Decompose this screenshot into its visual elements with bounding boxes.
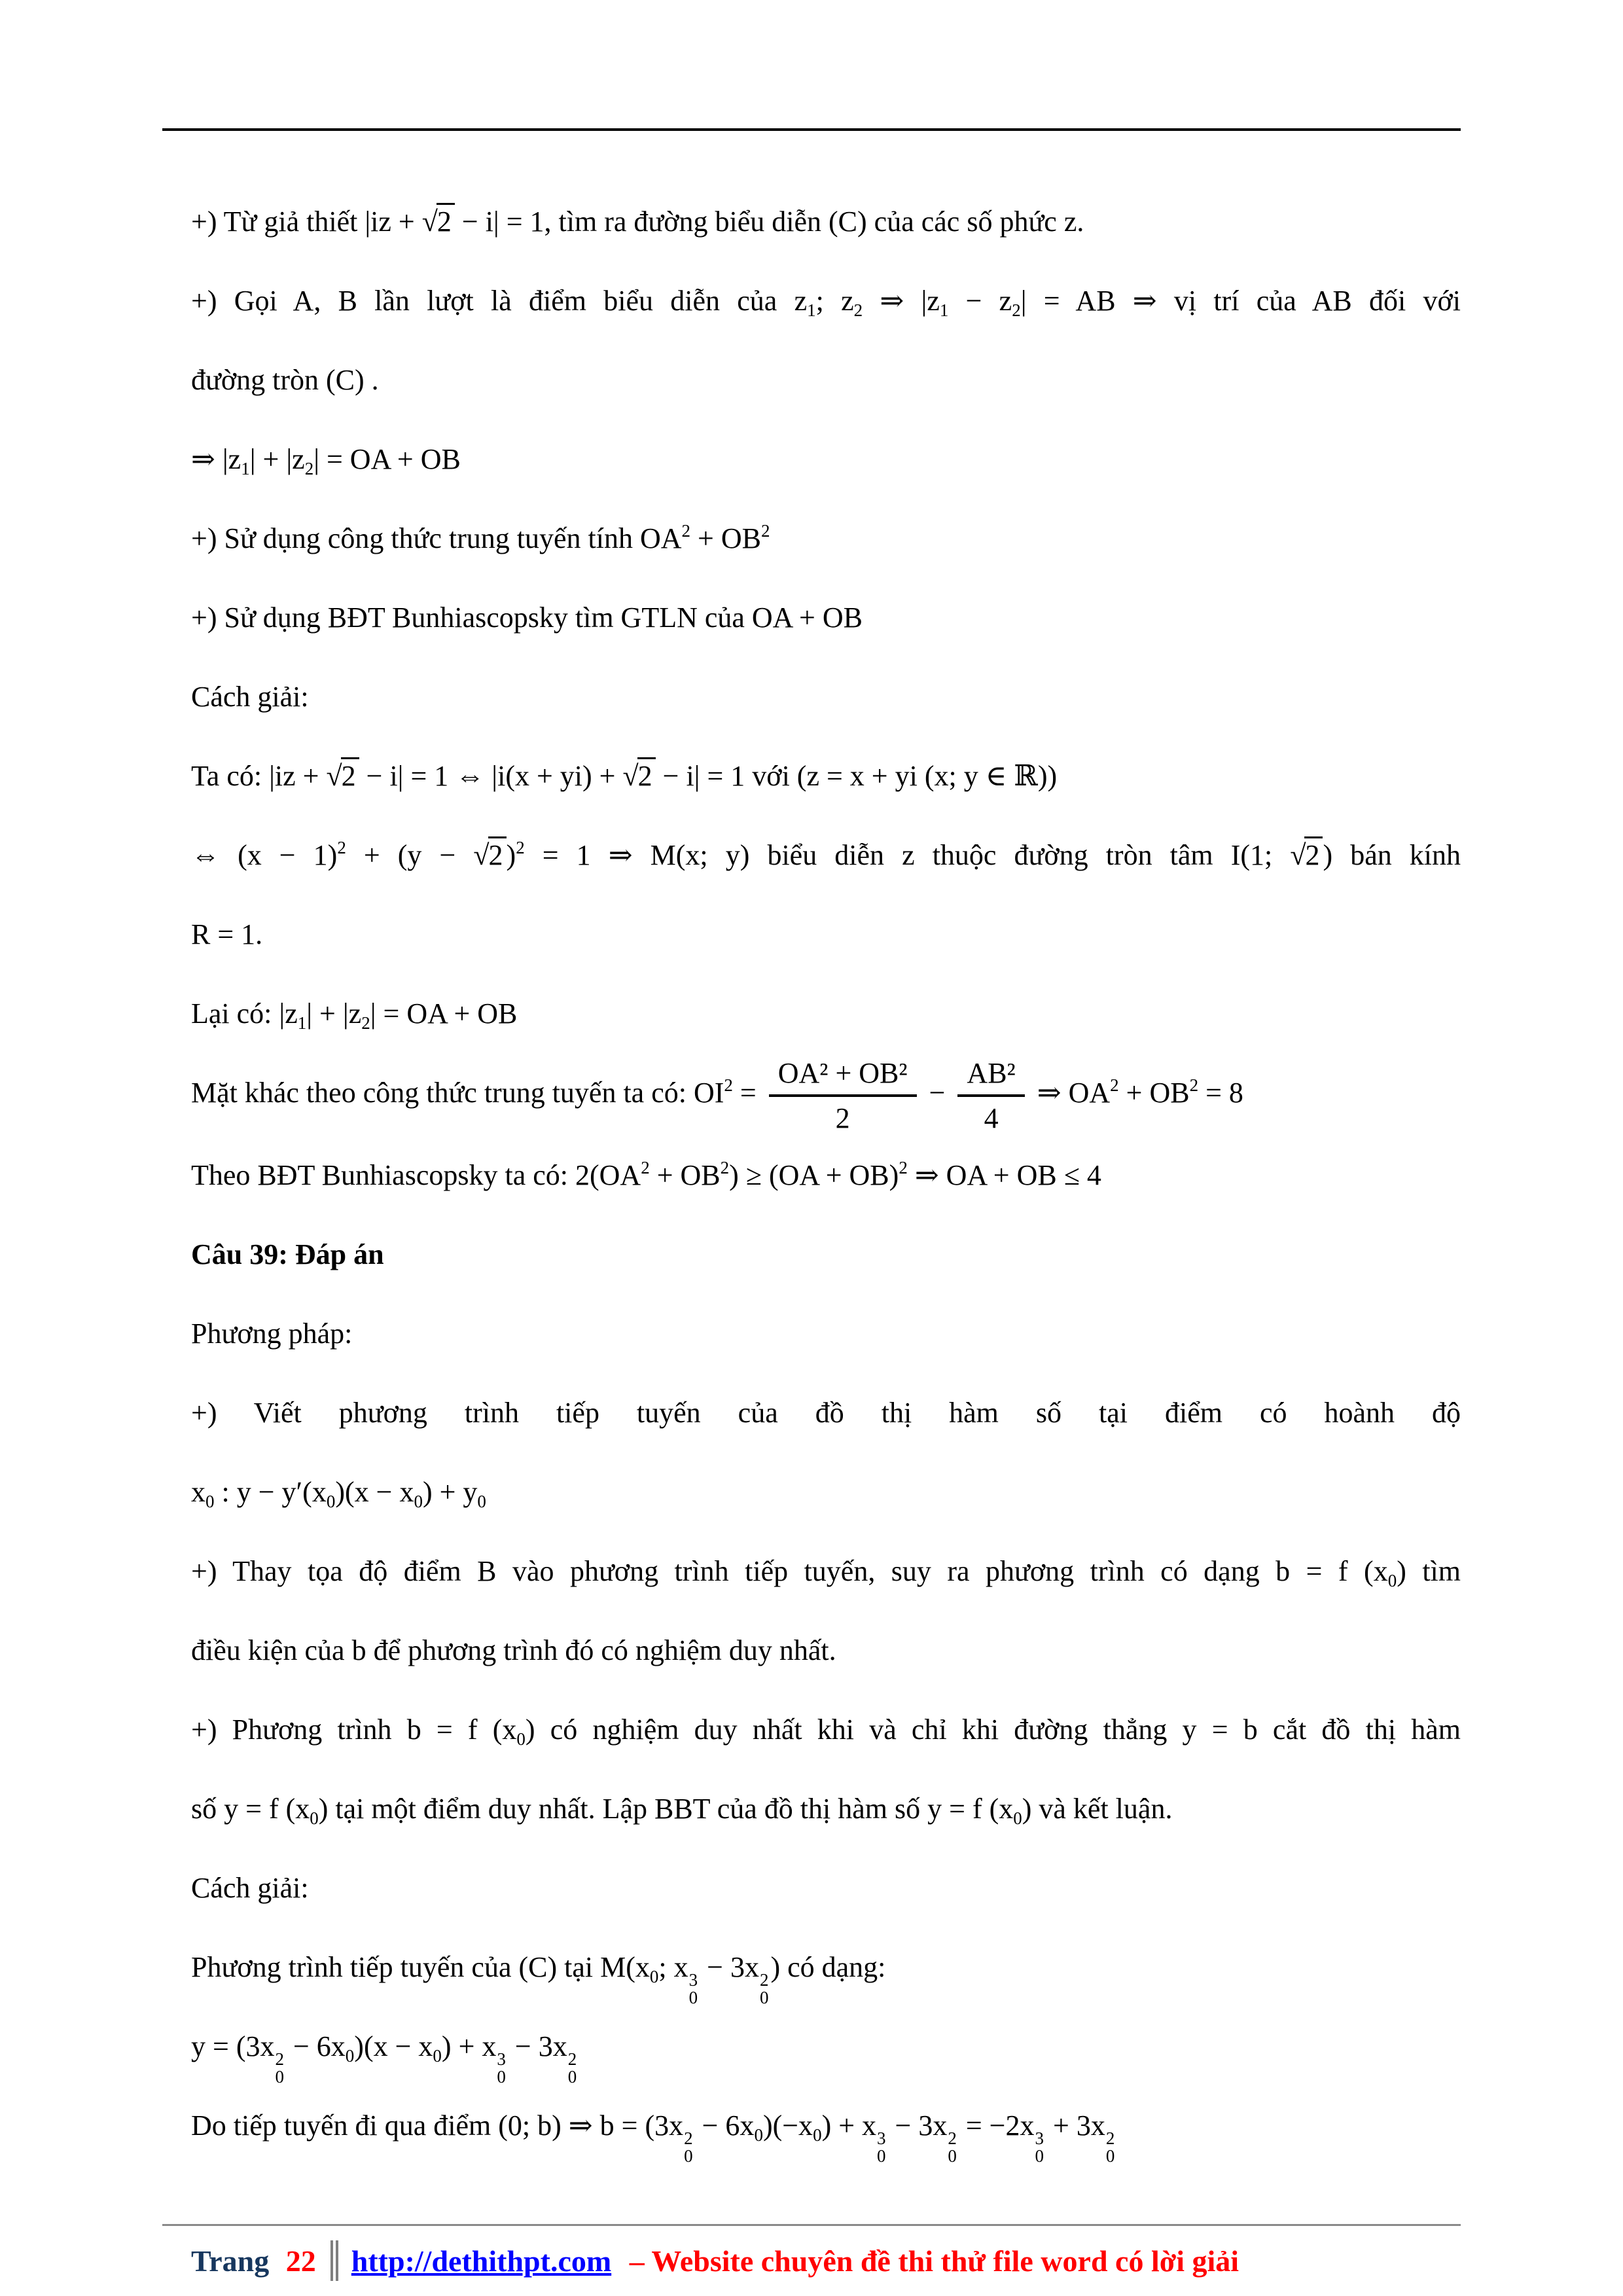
paragraph-line: Theo BĐT Bunhiascopsky ta có: $2(OA^2 + OB^2) \ge (OA + OB)^2$ ⇒ OA + OB ≤ 4 [191, 1158, 1101, 1192]
paragraph-line: R = 1. [191, 918, 263, 950]
subscript: 2 [304, 459, 314, 478]
paragraph-line: Ta có: |iz + √2 − i| = 1 ⇔ |i(x + yi) + √2 − i| = 1 với (z = x + yi (x; y ∈ ℝ)) [191, 736, 1461, 816]
paragraph-line: +) Gọi A, B lần lượt là điểm biểu diễn của $z_1$; $z_2$ ⇒ $|z_1 - z_2|$ = AB ⇒ vị trí của AB đối với [191, 285, 1461, 320]
subscript: 0 [205, 1492, 215, 1512]
paragraph-line: +) Từ giả thiết |iz + √2 − i| = 1, tìm ra đường biểu diễn (C) của các số phức z. [191, 182, 1461, 261]
subscript: 0 [326, 1492, 336, 1512]
paragraph-line: ⇔ $(x - 1)^2 + (y - √2$ )$^2$ = 1 ⇒ M(x; y) biểu diễn z thuộc đường tròn tâm I(1; √2 ) bán kính [191, 838, 1461, 871]
paragraph-line: +) Thay tọa độ điểm B vào phương trình tiếp tuyến, suy ra phương trình có dạng b = f $(x_0)$ tìm [191, 1555, 1461, 1591]
superscript: 2 [684, 2128, 693, 2149]
paragraph-line: Mặt khác theo công thức trung tuyến ta có: $OI^2$ = $\frac{\text{OA² + OB²}}{2}$ − $\frac{\text{AB²}}{4}$ ⇒ $OA^2 + OB^2 = 8$ [191, 1053, 1461, 1136]
superscript: 2 [720, 1158, 730, 1178]
fraction-numerator: OA² + OB² [777, 1056, 908, 1089]
sub-sup-stack [948, 2130, 957, 2165]
superscript: 2 [760, 521, 770, 541]
superscript: 3 [877, 2128, 886, 2149]
subscript: 0 [948, 2146, 957, 2166]
sub-sup-stack [684, 2130, 693, 2165]
subscript: 0 [813, 2125, 822, 2145]
fraction-denominator: 4 [957, 1094, 1024, 1136]
paragraph-line: y = (3x 2 0 − $6x_0)(x - x_0) + x$ 3 0 − 3x 2 0 [191, 2030, 577, 2087]
subscript: 0 [684, 2146, 693, 2166]
paragraph-line: +) Viết phương trình tiếp tuyến của đồ thị hàm số tại điểm có hoành độ [191, 1397, 1461, 1429]
fraction-denominator: 2 [769, 1094, 917, 1136]
subscript: 0 [345, 2046, 355, 2066]
sqrt-expression: √2 [473, 836, 506, 871]
fraction [769, 1056, 917, 1136]
footer-text [351, 2244, 1239, 2278]
fraction-numerator: AB² [967, 1056, 1016, 1089]
subscript: 0 [754, 2125, 763, 2145]
superscript: 3 [497, 2049, 506, 2070]
subscript: 1 [807, 300, 816, 320]
paragraph-line: Phương trình tiếp tuyến của (C) tại $M(x_0$; x 3 0 − 3x 2 0 ) có dạng: [191, 1951, 886, 2008]
superscript: 3 [1035, 2128, 1044, 2149]
paragraph-line: +) Sử dụng BĐT Bunhiascopsky tìm GTLN của OA + OB [191, 601, 863, 634]
superscript: 2 [275, 2049, 284, 2070]
sqrt-expression: √2 [622, 757, 655, 792]
superscript: 2 [1105, 2128, 1115, 2149]
superscript: 2 [641, 1158, 650, 1178]
page-footer [191, 2233, 1461, 2288]
document-body [191, 182, 1461, 2165]
subscript: 0 [414, 1492, 423, 1512]
fraction [957, 1056, 1024, 1136]
subscript: 0 [759, 1988, 769, 2008]
paragraph-line: số y = f $(x_0)$ tại một điểm duy nhất. Lập BBT của đồ thị hàm số y = f $(x_0)$ và kết luận. [191, 1793, 1173, 1829]
subscript: 0 [1105, 2146, 1115, 2166]
header-rule [162, 128, 1461, 131]
paragraph-line: Cách giải: [191, 1872, 309, 1905]
paragraph-line: điều kiện của b để phương trình đó có nghiệm duy nhất. [191, 1634, 836, 1667]
subscript: 1 [297, 1013, 307, 1033]
subscript: 0 [275, 2067, 284, 2087]
sqrt-expression: √2 [422, 203, 455, 238]
paragraph-line: Do tiếp tuyến đi qua điểm (0; b) ⇒ b = (3x 2 0 − $6x_0)(-x_0) + x$ 3 0 − 3x 2 0 = −2x 3 0 + 3x 2 0 [191, 2109, 1115, 2166]
sub-sup-stack [568, 2051, 577, 2086]
paragraph-line: Phương pháp: [191, 1318, 353, 1350]
subscript: 1 [939, 300, 949, 320]
footer-rule [162, 2224, 1461, 2226]
superscript: 2 [759, 1970, 769, 1990]
subscript: 0 [877, 2146, 886, 2166]
subscript: 0 [310, 1808, 319, 1829]
paragraph-line: đường tròn (C) . [191, 364, 379, 396]
subscript: 2 [853, 300, 863, 320]
sub-sup-stack [760, 1971, 769, 2007]
sub-sup-stack [1106, 2130, 1115, 2165]
subscript: 0 [497, 2067, 506, 2087]
paragraph-line: Lại có: $|z_1| + |z_2|$ = OA + OB [191, 997, 518, 1033]
superscript: 2 [1189, 1075, 1199, 1095]
sub-sup-stack [1035, 2130, 1044, 2165]
superscript: 2 [567, 2049, 577, 2070]
sub-sup-stack [275, 2051, 284, 2086]
footer-divider [330, 2240, 338, 2281]
paragraph-line: Cách giải: [191, 681, 309, 713]
paragraph-line: +) Phương trình b = f $(x_0)$ có nghiệm duy nhất khi và chỉ khi đường thẳng y = b cắt đồ thị hàm [191, 1713, 1461, 1749]
paragraph-line: Câu 39: Đáp án [191, 1238, 384, 1271]
page-label: Trang [191, 2244, 270, 2278]
subscript: 1 [241, 459, 250, 478]
paragraph-line: ⇒ $|z_1| + |z_2|$ = OA + OB [191, 443, 461, 478]
subscript: 0 [649, 1967, 659, 1987]
superscript: 2 [1110, 1075, 1119, 1095]
sub-sup-stack [689, 1971, 698, 2007]
subscript: 0 [477, 1492, 486, 1512]
subscript: 0 [567, 2067, 577, 2087]
subscript: 0 [516, 1729, 526, 1749]
footer-tagline: – Website chuyên đề thi thử file word có lời giải [629, 2244, 1240, 2278]
superscript: 2 [948, 2128, 957, 2149]
sub-sup-stack [497, 2051, 506, 2086]
superscript: 2 [899, 1158, 908, 1178]
subscript: 2 [1012, 300, 1021, 320]
superscript: 2 [724, 1075, 733, 1095]
subscript: 0 [433, 2046, 442, 2066]
subscript: 0 [1387, 1571, 1397, 1591]
paragraph-line: +) Sử dụng công thức trung tuyến tính $OA^2 + OB^2$ [191, 521, 770, 554]
subscript: 2 [361, 1013, 370, 1033]
superscript: 2 [681, 521, 691, 541]
superscript: 3 [688, 1970, 698, 1990]
page-number [191, 2244, 316, 2278]
subscript: 0 [1035, 2146, 1044, 2166]
subscript: 0 [688, 1988, 698, 2008]
sqrt-expression: √2 [326, 757, 359, 792]
superscript: 2 [516, 838, 525, 857]
superscript: 2 [337, 838, 346, 857]
sub-sup-stack [877, 2130, 886, 2165]
subscript: 0 [1013, 1808, 1022, 1829]
paragraph-line: $x_0$ : $y - y'(x_0)(x - x_0) + y_0$ [191, 1476, 486, 1512]
website-link[interactable]: http://dethithpt.com [351, 2244, 612, 2278]
sqrt-expression: √2 [1290, 836, 1323, 871]
page-number-value: 22 [285, 2244, 316, 2278]
